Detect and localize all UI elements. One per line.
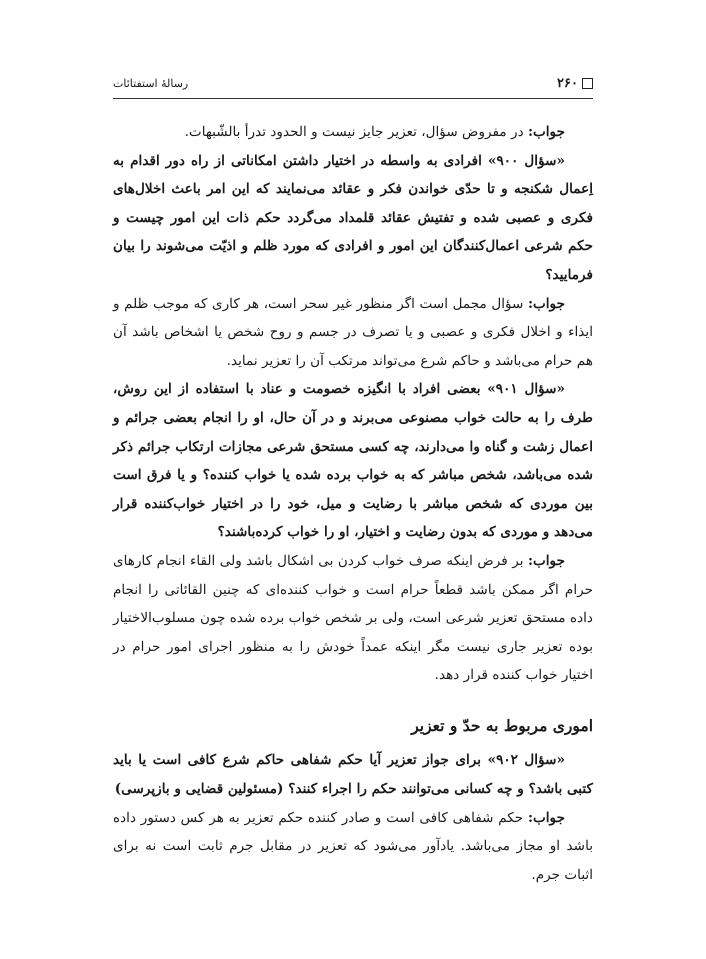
answer-label: جواب: [527, 124, 565, 140]
question-number: «سؤال ۹۰۱» [487, 381, 566, 398]
question-number: «سؤال ۹۰۰» [487, 152, 565, 169]
page-header [113, 76, 593, 99]
page-number-text: ۲۶۰ [557, 76, 578, 91]
question-paragraph [113, 147, 593, 290]
answer-paragraph [113, 804, 593, 890]
answer-paragraph [113, 547, 593, 690]
answer-text: سؤال مجمل است اگر منظور غیر سحر است، هر کاری که موجب ظلم و ایذاء و اخلال فکری و عصبی و یا تصرف در جسم و روح شخص یا اشخاص باشد آن هم حرام می‌باشد و حاکم شرع می‌تواند مرتکب آن را تعزیر نماید. [113, 295, 593, 369]
question-text: برای جواز تعزیر آیا حکم شفاهی حاکم شرع کافی است یا باید کتبی باشد؟ و چه کسانی می‌توانند حکم را اجراء کنند؟ (مسئولین قضایی و بازپرسی) [113, 752, 593, 798]
running-title: رسالۀ استفتائات [113, 77, 189, 90]
question-number: «سؤال ۹۰۲» [487, 752, 565, 769]
section-heading: اموری مربوط به حدّ و تعزیر [411, 715, 593, 735]
answer-label: جواب: [527, 552, 565, 569]
answer-text: بر فرض اینکه صرف خواب کردن بی اشکال باشد ولی القاء انجام کارهای حرام اگر ممکن باشد قطعاً حرام است و خواب کننده‌ای که چنین القائاتی را انجام داده مستحق تعزیر شرعی است، ولی بر شخص خواب برده شده چون مسلوب‌الاختیار بوده تعزیر جاری نیست مگر اینکه عمداً خودش را به منظور اجرای امور حرام در اختیار خواب کننده قرار دهد. [113, 552, 593, 684]
page-body [113, 118, 593, 889]
square-bullet-icon [582, 78, 593, 89]
answer-paragraph [113, 118, 593, 147]
question-paragraph [113, 375, 593, 547]
answer-label: جواب: [527, 295, 565, 312]
answer-text: حکم شفاهی کافی است و صادر کننده حکم تعزیر به هر کس دستور داده باشد او مجاز می‌باشد. یادآور می‌شود که تعزیر در مقابل جرم ثابت است نه برای اثبات جرم. [113, 809, 593, 883]
question-paragraph [113, 746, 593, 803]
answer-text: در مفروض سؤال، تعزیر جایز نیست و الحدود تدرأ بالشّبهات. [184, 124, 528, 140]
page-number [557, 76, 593, 91]
question-text: بعضی افراد با انگیزه خصومت و عناد با استفاده از این روش، طرف را به حالت خواب مصنوعی می‌برند و در آن حال، او را انجام بعضی جرائم و اعمال زشت و گناه وا می‌دارند، چه کسی مستحق شرعی مجازات ارتکاب جرائم ذکر شده می‌باشد، شخص مباشر که به خواب برده شده یا خواب کننده؟ و یا فرق است بین موردی که شخص مباشر با رضایت و میل، خود را در اختیار خواب‌کننده قرار می‌دهد و موردی که بدون رضایت و اختیار، او را خواب کرده‌باشند؟ [113, 381, 593, 541]
answer-label: جواب: [527, 809, 565, 826]
answer-paragraph [113, 290, 593, 376]
question-text: افرادی به واسطه در اختیار داشتن امکاناتی از راه دور اقدام به اِعمال شکنجه و تا حدّی خواندن فکر و عقائد می‌نمایند که این امر باعث اخلال‌های فکری و عصبی شده و تفتیش عقائد قلمداد می‌گردد حکم ذات این امور چیست و حکم شرعی اعمال‌کنندگان این امور و افرادی که مورد ظلم و اذیّت می‌شوند را بیان فرمایید؟ [113, 152, 593, 283]
